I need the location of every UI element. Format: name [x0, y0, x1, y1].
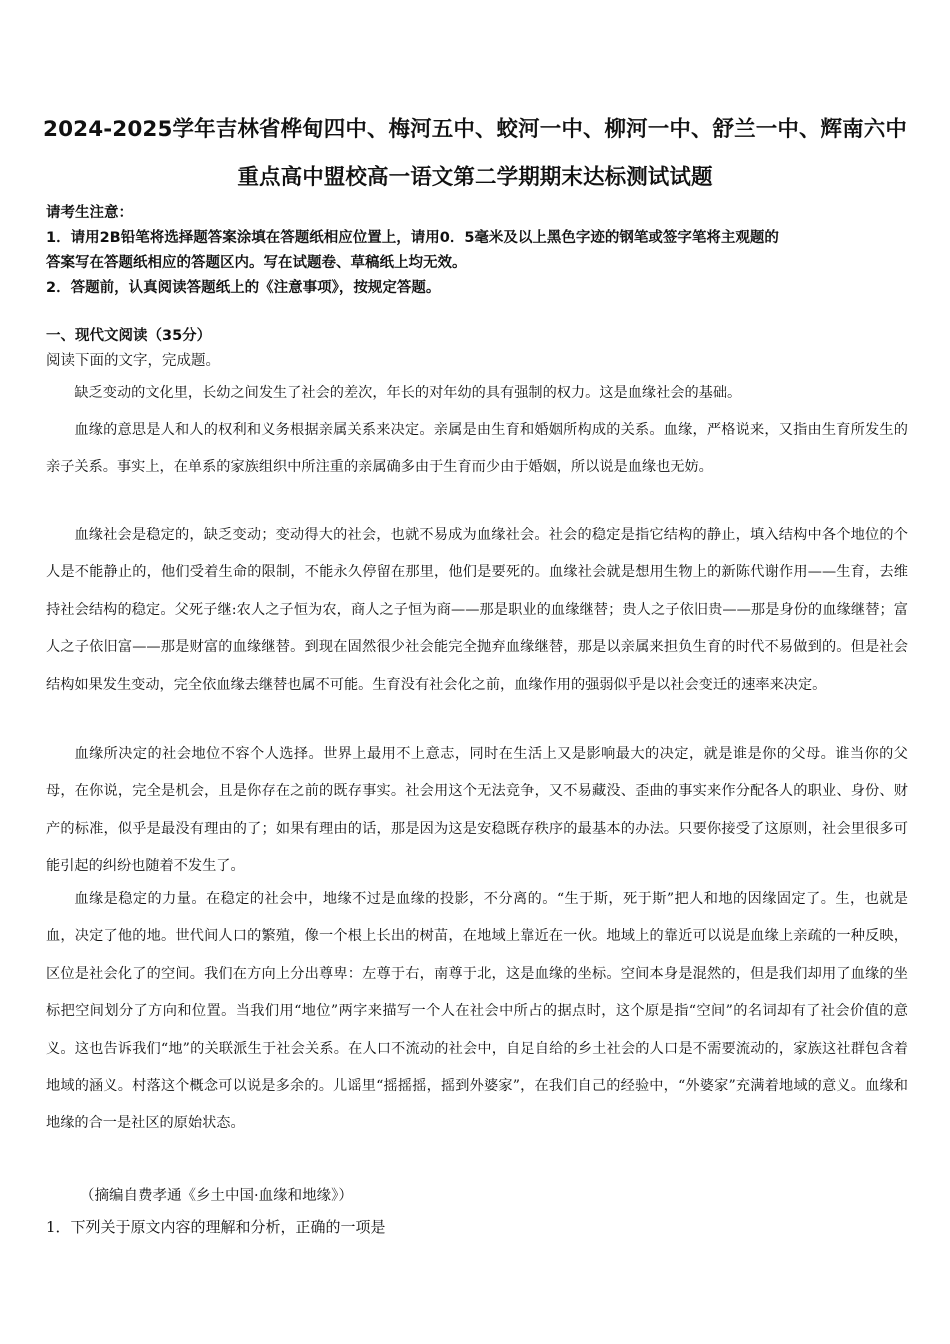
paragraph-5: 血缘是稳定的力量。在稳定的社会中，地缘不过是血缘的投影，不分离的。“生于斯，死于斯”把人和地的因缘固定了。生，也就是血，决定了他的地。世代间人口的繁殖，像一个根上长出的树苗，在地域上靠近在一伙。地域上的靠近可以说是血缘上亲疏的一种反映，区位是社会化了的空间。我们在方向上分出尊卑：左尊于右，南尊于北，这是血缘的坐标。空间本身是混然的，但是我们却用了血缘的坐标把空间划分了方向和位置。当我们用“地位”两字来描写一个人在社会中所占的据点时，这个原是指“空间”的名词却有了社会价值的意义。这也告诉我们“地”的关联派生于社会关系。在人口不流动的社会中，自足自给的乡土社会的人口是不需要流动的，家族这社群包含着地域的涵义。村落这个概念可以说是多余的。儿谣里“摇摇摇，摇到外婆家”，在我们自己的经验中，“外婆家”充满着地域的意义。血缘和地缘的合一是社区的原始状态。 [46, 891, 908, 1132]
question-1-stem: 1．下列关于原文内容的理解和分析，正确的一项是 [46, 1218, 386, 1236]
section-heading: 一、现代文阅读（35分） [46, 328, 212, 344]
source-citation: （摘编自费孝通《乡土中国·血缘和地缘》） [80, 1188, 353, 1204]
document-title-line-2: 重点高中盟校高一语文第二学期期末达标测试试题 [237, 165, 713, 190]
reading-instruction: 阅读下面的文字，完成题。 [46, 353, 220, 369]
document-title-line-1: 2024-2025学年吉林省桦甸四中、梅河五中、蛟河一中、柳河一中、舒兰一中、辉南六中 [43, 117, 907, 142]
paragraph-2: 血缘的意思是人和人的权利和义务根据亲属关系来决定。亲属是由生育和婚姻所构成的关系。血缘，严格说来，又指由生育所发生的亲子关系。事实上，在单系的家族组织中所注重的亲属确多由于生育而少由于婚姻，所以说是血缘也无妨。 [46, 422, 908, 476]
notice-item-2: 2．答题前，认真阅读答题纸上的《注意事项》，按规定答题。 [46, 280, 441, 296]
paragraph-1: 缺乏变动的文化里，长幼之间发生了社会的差次，年长的对年幼的具有强制的权力。这是血缘社会的基础。 [74, 385, 742, 401]
notice-item-1-line-2: 答案写在答题纸相应的答题区内。写在试题卷、草稿纸上均无效。 [46, 255, 467, 271]
paragraph-4: 血缘所决定的社会地位不容个人选择。世界上最用不上意志，同时在生活上又是影响最大的决定，就是谁是你的父母。谁当你的父母，在你说，完全是机会，且是你存在之前的既存事实。社会用这个无法竞争，又不易藏没、歪曲的事实来作分配各人的职业、身份、财产的标准，似乎是最没有理由的了；如果有理由的话，那是因为这是安稳既存秩序的最基本的办法。只要你接受了这原则，社会里很多可能引起的纠纷也随着不发生了。 [46, 746, 908, 875]
notice-heading: 请考生注意： [46, 205, 133, 221]
exam-notice [46, 201, 916, 301]
paragraph-3: 血缘社会是稳定的，缺乏变动；变动得大的社会，也就不易成为血缘社会。社会的稳定是指它结构的静止，填入结构中各个地位的个人是不能静止的，他们受着生命的限制，不能永久停留在那里，他们是要死的。血缘社会就是想用生物上的新陈代谢作用——生育，去维持社会结构的稳定。父死子继:农人之子恒为农，商人之子恒为商——那是职业的血缘继替；贵人之子依旧贵——那是身份的血缘继替；富人之子依旧富——那是财富的血缘继替。到现在固然很少社会能完全抛弃血缘继替，那是以亲属来担负生育的时代不易做到的。但是社会结构如果发生变动，完全依血缘去继替也属不可能。生育没有社会化之前，血缘作用的强弱似乎是以社会变迁的速率来决定。 [46, 527, 908, 693]
notice-item-1-line-1: 1．请用2B铅笔将选择题答案涂填在答题纸相应位置上，请用0．5毫米及以上黑色字迹的钢笔或签字笔将主观题的 [46, 230, 779, 246]
